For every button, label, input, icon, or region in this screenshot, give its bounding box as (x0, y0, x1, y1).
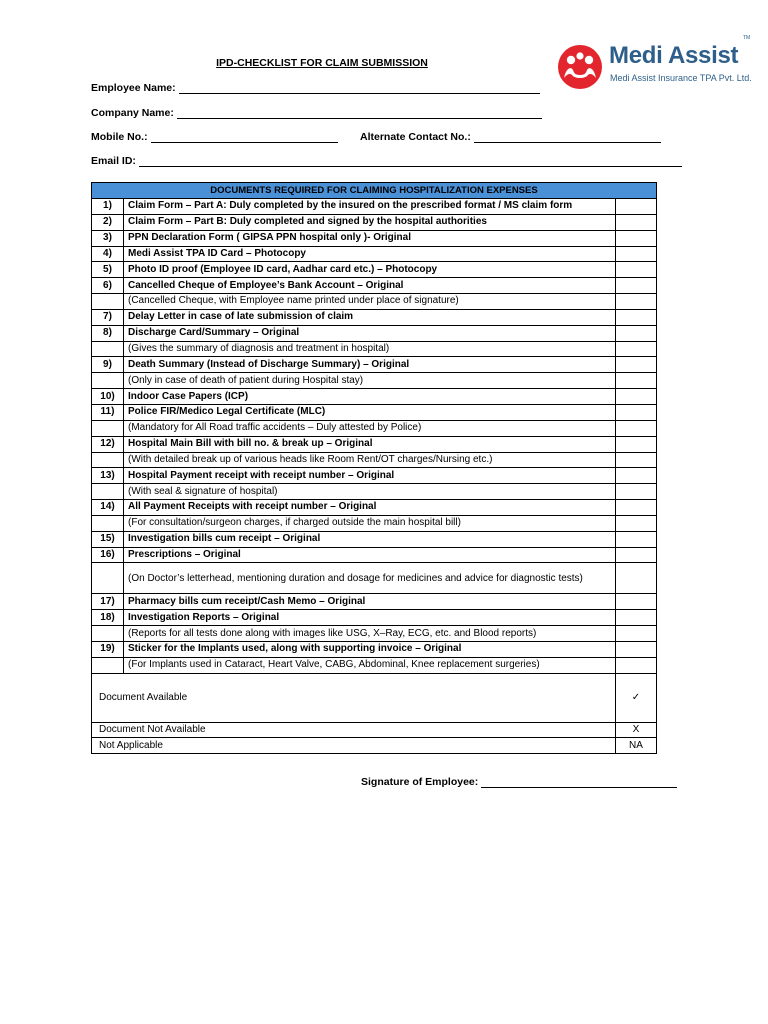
email-field (91, 155, 682, 167)
item-check-box[interactable] (616, 547, 657, 563)
item-check-box[interactable] (616, 389, 657, 405)
item-check-box[interactable] (616, 278, 657, 294)
signature-field (361, 776, 677, 788)
item-number (92, 484, 124, 500)
alternate-contact-label: Alternate Contact No.: (360, 131, 471, 143)
table-header-row (92, 183, 657, 199)
item-check-box[interactable] (616, 230, 657, 246)
checklist-note-row (92, 626, 657, 642)
item-check-box (616, 294, 657, 310)
checklist-note-row (92, 563, 657, 594)
item-check-box[interactable] (616, 404, 657, 420)
medi-assist-logo (557, 35, 757, 92)
item-note: (Mandatory for All Road traffic accidents – Duly attested by Police) (124, 420, 616, 436)
checklist-item-row (92, 610, 657, 626)
item-number: 9) (92, 357, 124, 373)
checklist-item-row (92, 278, 657, 294)
item-number: 16) (92, 547, 124, 563)
item-number (92, 515, 124, 531)
item-description: Claim Form – Part A: Duly completed by the insured on the prescribed format / MS claim form (124, 199, 616, 215)
item-check-box[interactable] (616, 531, 657, 547)
item-description: Sticker for the Implants used, along with supporting invoice – Original (124, 641, 616, 657)
checklist-note-row (92, 452, 657, 468)
checklist-note-row (92, 420, 657, 436)
document-title: IPD-CHECKLIST FOR CLAIM SUBMISSION (216, 57, 428, 69)
item-description: Investigation bills cum receipt – Original (124, 531, 616, 547)
item-number: 3) (92, 230, 124, 246)
email-input[interactable] (139, 155, 682, 167)
item-number (92, 452, 124, 468)
item-check-box (616, 626, 657, 642)
item-note: (Gives the summary of diagnosis and treatment in hospital) (124, 341, 616, 357)
checklist-item-row (92, 309, 657, 325)
item-number: 17) (92, 594, 124, 610)
logo-subtitle: Medi Assist Insurance TPA Pvt. Ltd. (610, 73, 752, 83)
item-check-box[interactable] (616, 436, 657, 452)
item-description: Prescriptions – Original (124, 547, 616, 563)
item-number (92, 373, 124, 389)
item-number: 4) (92, 246, 124, 262)
employee-name-input[interactable] (179, 82, 540, 94)
item-number: 14) (92, 500, 124, 516)
item-check-box (616, 563, 657, 594)
item-number (92, 420, 124, 436)
item-description: Hospital Main Bill with bill no. & break up – Original (124, 436, 616, 452)
item-number (92, 657, 124, 673)
checklist-note-row (92, 373, 657, 389)
legend-label: Not Applicable (92, 738, 616, 754)
item-check-box (616, 341, 657, 357)
item-note: (With seal & signature of hospital) (124, 484, 616, 500)
legend-mark: NA (616, 738, 657, 754)
item-number: 6) (92, 278, 124, 294)
item-description: All Payment Receipts with receipt number – Original (124, 500, 616, 516)
item-number: 10) (92, 389, 124, 405)
item-note: (On Doctor’s letterhead, mentioning duration and dosage for medicines and advice for diagnostic tests) (124, 563, 616, 594)
item-number: 15) (92, 531, 124, 547)
checklist-item-row (92, 230, 657, 246)
item-check-box[interactable] (616, 357, 657, 373)
company-name-label: Company Name: (91, 107, 174, 119)
item-number (92, 626, 124, 642)
item-note: (With detailed break up of various heads like Room Rent/OT charges/Nursing etc.) (124, 452, 616, 468)
item-check-box (616, 373, 657, 389)
item-number: 12) (92, 436, 124, 452)
item-number: 5) (92, 262, 124, 278)
item-description: Pharmacy bills cum receipt/Cash Memo – Original (124, 594, 616, 610)
item-number: 18) (92, 610, 124, 626)
checklist-item-row (92, 436, 657, 452)
item-note: (Reports for all tests done along with images like USG, X–Ray, ECG, etc. and Blood reports) (124, 626, 616, 642)
item-note: (For consultation/surgeon charges, if charged outside the main hospital bill) (124, 515, 616, 531)
item-number: 8) (92, 325, 124, 341)
item-check-box[interactable] (616, 641, 657, 657)
checklist-item-row (92, 500, 657, 516)
item-check-box (616, 452, 657, 468)
checklist-item-row (92, 641, 657, 657)
item-number (92, 563, 124, 594)
item-number: 11) (92, 404, 124, 420)
item-note: (Cancelled Cheque, with Employee name printed under place of signature) (124, 294, 616, 310)
legend-row (92, 738, 657, 754)
item-number: 13) (92, 468, 124, 484)
legend-mark: X (616, 722, 657, 738)
item-check-box[interactable] (616, 325, 657, 341)
item-check-box (616, 484, 657, 500)
item-description: Death Summary (Instead of Discharge Summary) – Original (124, 357, 616, 373)
item-description: Indoor Case Papers (ICP) (124, 389, 616, 405)
item-check-box[interactable] (616, 468, 657, 484)
employee-name-field (91, 82, 540, 94)
item-check-box[interactable] (616, 309, 657, 325)
legend-label: Document Available (92, 673, 616, 722)
table-header: DOCUMENTS REQUIRED FOR CLAIMING HOSPITALIZATION EXPENSES (92, 183, 657, 199)
checklist-item-row (92, 262, 657, 278)
item-note: (Only in case of death of patient during Hospital stay) (124, 373, 616, 389)
email-label: Email ID: (91, 155, 136, 167)
item-check-box[interactable] (616, 199, 657, 215)
checklist-note-row (92, 341, 657, 357)
item-number: 1) (92, 199, 124, 215)
item-check-box[interactable] (616, 500, 657, 516)
employee-name-label: Employee Name: (91, 82, 176, 94)
item-description: Cancelled Cheque of Employee’s Bank Account – Original (124, 278, 616, 294)
checklist-item-row (92, 199, 657, 215)
checklist-note-row (92, 657, 657, 673)
medi-assist-people-icon (557, 44, 603, 90)
item-description: Claim Form – Part B: Duly completed and signed by the hospital authorities (124, 214, 616, 230)
checklist-item-row (92, 547, 657, 563)
signature-label: Signature of Employee: (361, 776, 479, 788)
signature-input[interactable] (481, 776, 677, 788)
item-check-box (616, 515, 657, 531)
item-note: (For Implants used in Cataract, Heart Valve, CABG, Abdominal, Knee replacement surgeries) (124, 657, 616, 673)
item-number: 7) (92, 309, 124, 325)
item-description: Hospital Payment receipt with receipt number – Original (124, 468, 616, 484)
documents-checklist-table (91, 182, 657, 754)
item-check-box[interactable] (616, 594, 657, 610)
company-name-input[interactable] (177, 107, 542, 119)
item-description: Discharge Card/Summary – Original (124, 325, 616, 341)
checklist-note-row (92, 484, 657, 500)
item-check-box (616, 657, 657, 673)
checklist-item-row (92, 357, 657, 373)
item-description: Investigation Reports – Original (124, 610, 616, 626)
item-description: PPN Declaration Form ( GIPSA PPN hospital only )- Original (124, 230, 616, 246)
item-description: Photo ID proof (Employee ID card, Aadhar card etc.) – Photocopy (124, 262, 616, 278)
alternate-contact-field (360, 131, 661, 143)
legend-row (92, 673, 657, 722)
mobile-field (91, 131, 338, 143)
checklist-item-row (92, 594, 657, 610)
item-description: Police FIR/Medico Legal Certificate (MLC) (124, 404, 616, 420)
alternate-contact-input[interactable] (474, 131, 661, 143)
item-check-box (616, 420, 657, 436)
checklist-item-row (92, 325, 657, 341)
item-number (92, 294, 124, 310)
mobile-label: Mobile No.: (91, 131, 148, 143)
checklist-item-row (92, 214, 657, 230)
checklist-item-row (92, 246, 657, 262)
item-check-box[interactable] (616, 262, 657, 278)
logo-trademark: TM (743, 35, 751, 41)
checklist-note-row (92, 294, 657, 310)
checklist-note-row (92, 515, 657, 531)
item-description: Delay Letter in case of late submission of claim (124, 309, 616, 325)
item-number: 19) (92, 641, 124, 657)
item-check-box[interactable] (616, 246, 657, 262)
mobile-input[interactable] (151, 131, 338, 143)
item-number: 2) (92, 214, 124, 230)
legend-row (92, 722, 657, 738)
item-check-box[interactable] (616, 214, 657, 230)
item-number (92, 341, 124, 357)
checklist-item-row (92, 468, 657, 484)
checklist-item-row (92, 531, 657, 547)
item-description: Medi Assist TPA ID Card – Photocopy (124, 246, 616, 262)
logo-name: Medi Assist (609, 42, 739, 69)
checklist-item-row (92, 389, 657, 405)
checklist-item-row (92, 404, 657, 420)
company-name-field (91, 107, 542, 119)
item-check-box[interactable] (616, 610, 657, 626)
legend-label: Document Not Available (92, 722, 616, 738)
legend-mark: ✓ (616, 673, 657, 722)
